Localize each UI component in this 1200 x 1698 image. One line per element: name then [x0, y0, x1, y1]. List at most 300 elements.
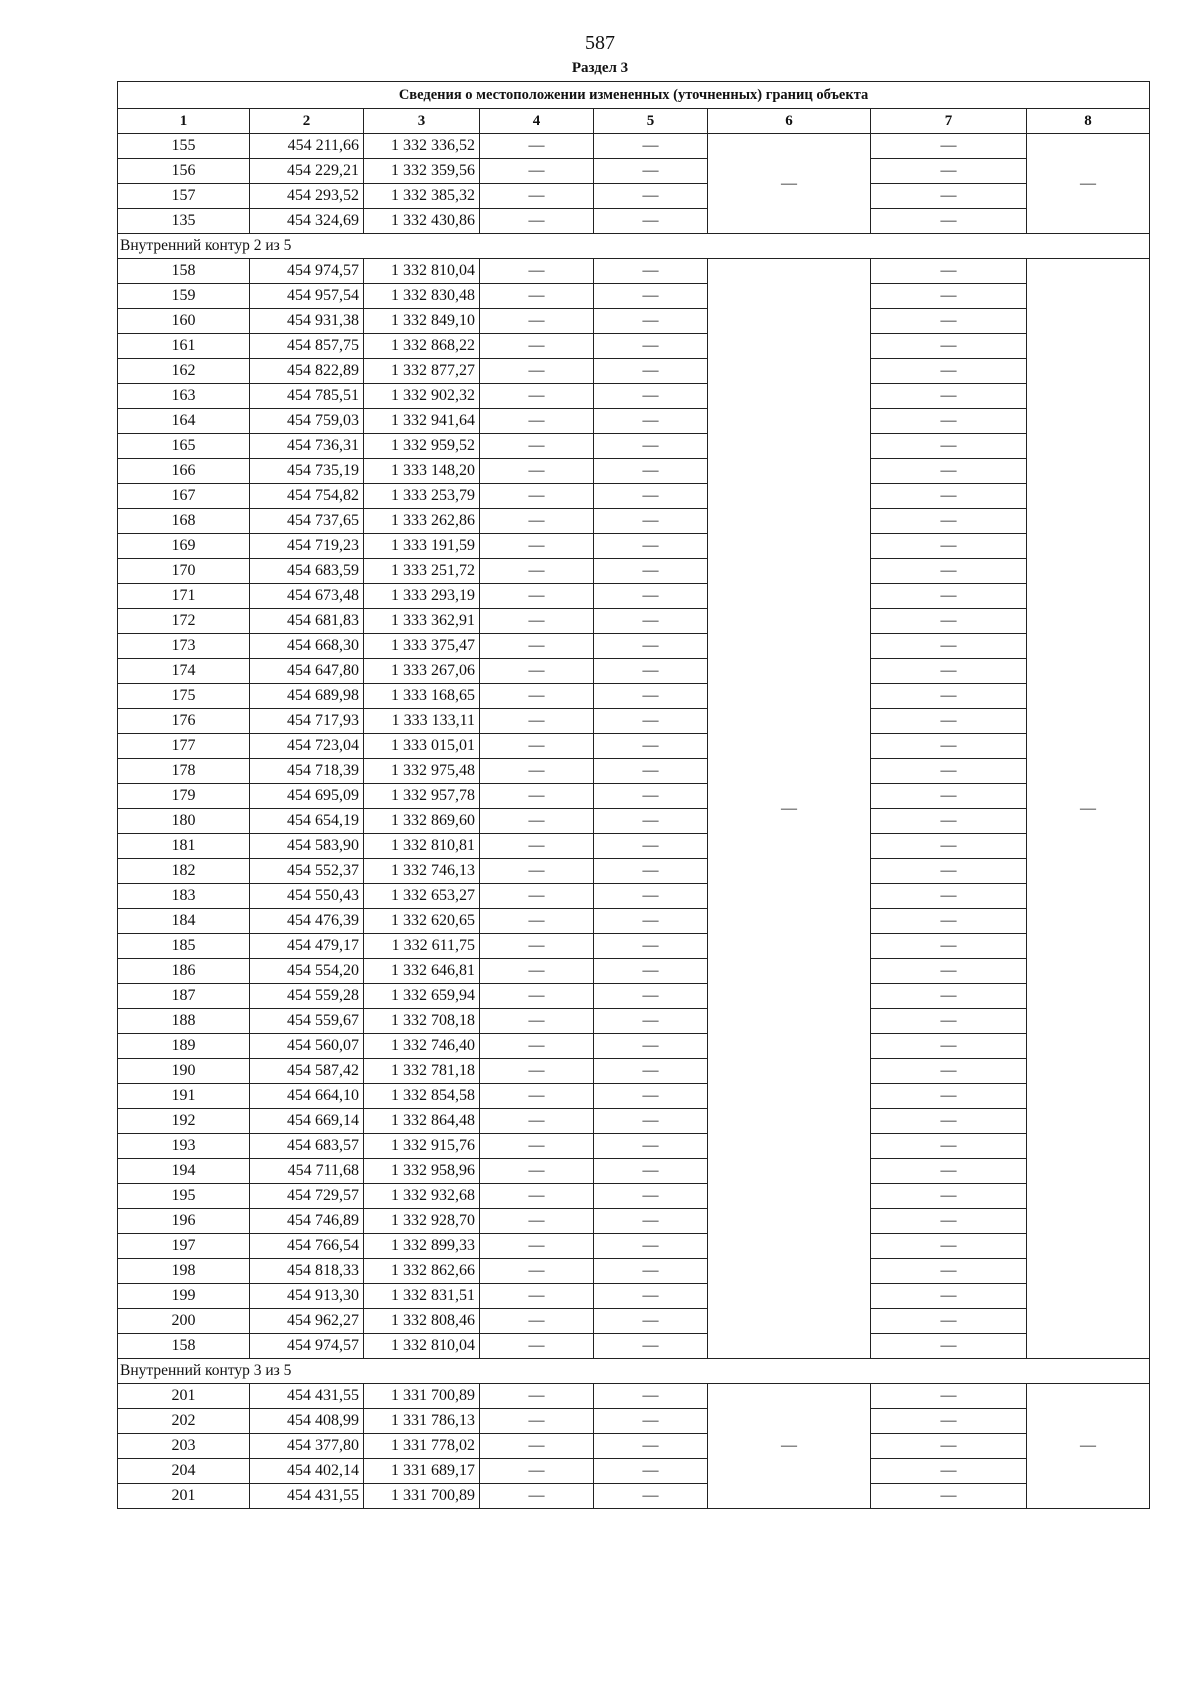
column-6-value: — [708, 259, 871, 1359]
point-number: 193 [118, 1134, 250, 1159]
column-4-value: — [480, 834, 594, 859]
coordinate-x: 454 719,23 [250, 534, 364, 559]
column-5-value: — [594, 359, 708, 384]
coordinate-y: 1 332 869,60 [364, 809, 480, 834]
coordinate-x: 454 818,33 [250, 1259, 364, 1284]
table-row [118, 809, 1150, 834]
point-number: 199 [118, 1284, 250, 1309]
coordinate-y: 1 333 015,01 [364, 734, 480, 759]
column-header-3: 3 [364, 109, 480, 134]
column-4-value: — [480, 1159, 594, 1184]
coordinate-y: 1 332 932,68 [364, 1184, 480, 1209]
column-4-value: — [480, 134, 594, 159]
column-4-value: — [480, 784, 594, 809]
column-4-value: — [480, 284, 594, 309]
table-row [118, 1484, 1150, 1509]
table-row [118, 409, 1150, 434]
coordinate-x: 454 583,90 [250, 834, 364, 859]
column-7-value: — [871, 834, 1027, 859]
column-5-value: — [594, 284, 708, 309]
table-row [118, 1409, 1150, 1434]
column-4-value: — [480, 484, 594, 509]
column-7-value: — [871, 1434, 1027, 1459]
coordinate-y: 1 332 864,48 [364, 1109, 480, 1134]
point-number: 195 [118, 1184, 250, 1209]
table-row [118, 584, 1150, 609]
column-4-value: — [480, 1109, 594, 1134]
column-5-value: — [594, 134, 708, 159]
coordinate-x: 454 377,80 [250, 1434, 364, 1459]
column-5-value: — [594, 584, 708, 609]
column-5-value: — [594, 959, 708, 984]
point-number: 160 [118, 309, 250, 334]
point-number: 170 [118, 559, 250, 584]
point-number: 180 [118, 809, 250, 834]
point-number: 201 [118, 1484, 250, 1509]
contour-label-row [118, 1359, 1150, 1384]
column-4-value: — [480, 1284, 594, 1309]
column-7-value: — [871, 1309, 1027, 1334]
table-row [118, 359, 1150, 384]
column-7-value: — [871, 159, 1027, 184]
coordinate-x: 454 664,10 [250, 1084, 364, 1109]
coordinate-y: 1 332 810,04 [364, 259, 480, 284]
column-4-value: — [480, 434, 594, 459]
column-header-1: 1 [118, 109, 250, 134]
table-row [118, 484, 1150, 509]
table-row [118, 984, 1150, 1009]
column-5-value: — [594, 709, 708, 734]
coordinate-x: 454 476,39 [250, 909, 364, 934]
coordinate-x: 454 550,43 [250, 884, 364, 909]
coordinate-y: 1 332 831,51 [364, 1284, 480, 1309]
table-row [118, 134, 1150, 159]
column-4-value: — [480, 1259, 594, 1284]
column-4-value: — [480, 709, 594, 734]
column-4-value: — [480, 184, 594, 209]
column-7-value: — [871, 784, 1027, 809]
column-5-value: — [594, 534, 708, 559]
point-number: 162 [118, 359, 250, 384]
coordinate-x: 454 587,42 [250, 1059, 364, 1084]
coordinate-y: 1 332 830,48 [364, 284, 480, 309]
column-4-value: — [480, 1234, 594, 1259]
column-4-value: — [480, 1409, 594, 1434]
coordinate-y: 1 332 899,33 [364, 1234, 480, 1259]
table-row [118, 1334, 1150, 1359]
point-number: 158 [118, 259, 250, 284]
coordinate-x: 454 668,30 [250, 634, 364, 659]
column-7-value: — [871, 1084, 1027, 1109]
coordinate-y: 1 332 957,78 [364, 784, 480, 809]
coordinate-x: 454 408,99 [250, 1409, 364, 1434]
point-number: 175 [118, 684, 250, 709]
column-5-value: — [594, 184, 708, 209]
column-5-value: — [594, 884, 708, 909]
column-4-value: — [480, 884, 594, 909]
column-7-value: — [871, 1459, 1027, 1484]
coordinate-x: 454 324,69 [250, 209, 364, 234]
column-5-value: — [594, 1284, 708, 1309]
column-5-value: — [594, 1459, 708, 1484]
coordinate-y: 1 331 689,17 [364, 1459, 480, 1484]
column-7-value: — [871, 959, 1027, 984]
table-row [118, 1134, 1150, 1159]
point-number: 176 [118, 709, 250, 734]
table-row [118, 1109, 1150, 1134]
contour-label: Внутренний контур 3 из 5 [118, 1359, 1150, 1384]
point-number: 196 [118, 1209, 250, 1234]
coordinate-x: 454 711,68 [250, 1159, 364, 1184]
column-7-value: — [871, 1034, 1027, 1059]
column-4-value: — [480, 1459, 594, 1484]
column-7-value: — [871, 509, 1027, 534]
column-7-value: — [871, 1234, 1027, 1259]
column-4-value: — [480, 509, 594, 534]
column-5-value: — [594, 409, 708, 434]
point-number: 197 [118, 1234, 250, 1259]
column-7-value: — [871, 584, 1027, 609]
column-header-2: 2 [250, 109, 364, 134]
column-7-value: — [871, 1384, 1027, 1409]
table-row [118, 1384, 1150, 1409]
column-7-value: — [871, 1484, 1027, 1509]
coordinate-x: 454 479,17 [250, 934, 364, 959]
page-number: 587 [585, 32, 615, 54]
table-row [118, 884, 1150, 909]
column-5-value: — [594, 1434, 708, 1459]
table-row [118, 709, 1150, 734]
point-number: 201 [118, 1384, 250, 1409]
contour-label: Внутренний контур 2 из 5 [118, 234, 1150, 259]
column-7-value: — [871, 809, 1027, 834]
table-row [118, 459, 1150, 484]
coordinate-x: 454 736,31 [250, 434, 364, 459]
column-4-value: — [480, 634, 594, 659]
coordinate-y: 1 332 849,10 [364, 309, 480, 334]
coordinate-y: 1 331 700,89 [364, 1384, 480, 1409]
column-4-value: — [480, 609, 594, 634]
table-row [118, 209, 1150, 234]
column-4-value: — [480, 359, 594, 384]
coordinate-y: 1 333 262,86 [364, 509, 480, 534]
coordinate-y: 1 332 958,96 [364, 1159, 480, 1184]
column-7-value: — [871, 409, 1027, 434]
table-row [118, 609, 1150, 634]
column-5-value: — [594, 1209, 708, 1234]
column-5-value: — [594, 734, 708, 759]
coordinate-x: 454 683,59 [250, 559, 364, 584]
column-header-5: 5 [594, 109, 708, 134]
column-5-value: — [594, 834, 708, 859]
column-7-value: — [871, 559, 1027, 584]
coordinate-x: 454 746,89 [250, 1209, 364, 1234]
column-4-value: — [480, 309, 594, 334]
column-6-value: — [708, 134, 871, 234]
column-5-value: — [594, 1159, 708, 1184]
table-row [118, 909, 1150, 934]
coordinate-y: 1 333 148,20 [364, 459, 480, 484]
table-row [118, 684, 1150, 709]
coordinate-x: 454 681,83 [250, 609, 364, 634]
point-number: 159 [118, 284, 250, 309]
coordinate-y: 1 332 646,81 [364, 959, 480, 984]
column-5-value: — [594, 759, 708, 784]
table-row [118, 1459, 1150, 1484]
table-row [118, 1434, 1150, 1459]
column-4-value: — [480, 584, 594, 609]
point-number: 169 [118, 534, 250, 559]
coordinate-x: 454 931,38 [250, 309, 364, 334]
table-row [118, 1184, 1150, 1209]
point-number: 161 [118, 334, 250, 359]
point-number: 157 [118, 184, 250, 209]
column-6-value: — [708, 1384, 871, 1509]
coordinate-y: 1 332 653,27 [364, 884, 480, 909]
column-header-6: 6 [708, 109, 871, 134]
coordinate-x: 454 431,55 [250, 1484, 364, 1509]
column-5-value: — [594, 1109, 708, 1134]
coordinate-y: 1 332 808,46 [364, 1309, 480, 1334]
column-5-value: — [594, 1234, 708, 1259]
column-7-value: — [871, 259, 1027, 284]
point-number: 191 [118, 1084, 250, 1109]
column-7-value: — [871, 884, 1027, 909]
table-row [118, 334, 1150, 359]
column-7-value: — [871, 1259, 1027, 1284]
point-number: 183 [118, 884, 250, 909]
coordinate-y: 1 332 746,40 [364, 1034, 480, 1059]
coordinate-y: 1 332 928,70 [364, 1209, 480, 1234]
table-row [118, 534, 1150, 559]
table-row [118, 1234, 1150, 1259]
column-4-value: — [480, 909, 594, 934]
point-number: 190 [118, 1059, 250, 1084]
column-7-value: — [871, 659, 1027, 684]
table-row [118, 309, 1150, 334]
point-number: 204 [118, 1459, 250, 1484]
table-title-row [118, 82, 1150, 109]
coordinate-y: 1 332 862,66 [364, 1259, 480, 1284]
table-title: Сведения о местоположении измененных (уточненных) границ объекта [118, 82, 1150, 109]
table-row [118, 634, 1150, 659]
column-7-value: — [871, 484, 1027, 509]
coordinate-x: 454 957,54 [250, 284, 364, 309]
coordinates-table [117, 81, 1150, 1509]
coordinate-x: 454 718,39 [250, 759, 364, 784]
column-header-8: 8 [1027, 109, 1150, 134]
column-5-value: — [594, 859, 708, 884]
column-8-value: — [1027, 134, 1150, 234]
column-7-value: — [871, 384, 1027, 409]
coordinate-x: 454 560,07 [250, 1034, 364, 1059]
column-5-value: — [594, 809, 708, 834]
column-5-value: — [594, 484, 708, 509]
column-7-value: — [871, 684, 1027, 709]
coordinate-y: 1 332 708,18 [364, 1009, 480, 1034]
column-5-value: — [594, 334, 708, 359]
coordinate-x: 454 759,03 [250, 409, 364, 434]
column-5-value: — [594, 634, 708, 659]
table-row [118, 1084, 1150, 1109]
column-4-value: — [480, 559, 594, 584]
table-row [118, 1259, 1150, 1284]
column-7-value: — [871, 759, 1027, 784]
column-5-value: — [594, 1334, 708, 1359]
coordinate-x: 454 737,65 [250, 509, 364, 534]
coordinate-x: 454 717,93 [250, 709, 364, 734]
table-row [118, 734, 1150, 759]
column-7-value: — [871, 934, 1027, 959]
coordinate-y: 1 333 253,79 [364, 484, 480, 509]
column-5-value: — [594, 1134, 708, 1159]
coordinate-y: 1 333 267,06 [364, 659, 480, 684]
column-4-value: — [480, 1084, 594, 1109]
table-row [118, 1059, 1150, 1084]
table-row [118, 959, 1150, 984]
coordinate-x: 454 402,14 [250, 1459, 364, 1484]
coordinate-y: 1 332 941,64 [364, 409, 480, 434]
coordinate-y: 1 333 168,65 [364, 684, 480, 709]
coordinate-y: 1 333 293,19 [364, 584, 480, 609]
column-5-value: — [594, 1259, 708, 1284]
table-row [118, 1159, 1150, 1184]
point-number: 168 [118, 509, 250, 534]
coordinate-y: 1 332 620,65 [364, 909, 480, 934]
table-row [118, 1034, 1150, 1059]
column-7-value: — [871, 909, 1027, 934]
coordinate-y: 1 333 191,59 [364, 534, 480, 559]
column-4-value: — [480, 1134, 594, 1159]
column-4-value: — [480, 159, 594, 184]
coordinate-y: 1 333 251,72 [364, 559, 480, 584]
column-5-value: — [594, 159, 708, 184]
table-row [118, 284, 1150, 309]
column-4-value: — [480, 1484, 594, 1509]
column-5-value: — [594, 384, 708, 409]
coordinate-y: 1 332 877,27 [364, 359, 480, 384]
column-7-value: — [871, 1409, 1027, 1434]
column-7-value: — [871, 1134, 1027, 1159]
column-4-value: — [480, 1434, 594, 1459]
coordinate-y: 1 333 375,47 [364, 634, 480, 659]
coordinate-x: 454 766,54 [250, 1234, 364, 1259]
coordinate-x: 454 647,80 [250, 659, 364, 684]
column-7-value: — [871, 1209, 1027, 1234]
coordinate-y: 1 332 902,32 [364, 384, 480, 409]
coordinate-x: 454 554,20 [250, 959, 364, 984]
coordinate-x: 454 857,75 [250, 334, 364, 359]
coordinate-x: 454 689,98 [250, 684, 364, 709]
table-row [118, 184, 1150, 209]
section-title: Раздел 3 [571, 60, 629, 76]
coordinate-y: 1 332 430,86 [364, 209, 480, 234]
column-5-value: — [594, 784, 708, 809]
column-5-value: — [594, 209, 708, 234]
point-number: 163 [118, 384, 250, 409]
table-row [118, 659, 1150, 684]
column-7-value: — [871, 1109, 1027, 1134]
table-row [118, 859, 1150, 884]
table-row [118, 1009, 1150, 1034]
table-row [118, 1284, 1150, 1309]
coordinate-y: 1 332 781,18 [364, 1059, 480, 1084]
column-4-value: — [480, 1209, 594, 1234]
coordinate-x: 454 673,48 [250, 584, 364, 609]
column-7-value: — [871, 209, 1027, 234]
column-5-value: — [594, 1409, 708, 1434]
coordinate-x: 454 754,82 [250, 484, 364, 509]
coordinate-y: 1 331 778,02 [364, 1434, 480, 1459]
table-row [118, 1209, 1150, 1234]
contour-label-row [118, 234, 1150, 259]
column-7-value: — [871, 709, 1027, 734]
column-4-value: — [480, 659, 594, 684]
table-row [118, 384, 1150, 409]
point-number: 158 [118, 1334, 250, 1359]
column-5-value: — [594, 659, 708, 684]
coordinate-x: 454 552,37 [250, 859, 364, 884]
column-7-value: — [871, 634, 1027, 659]
column-4-value: — [480, 209, 594, 234]
coordinate-x: 454 913,30 [250, 1284, 364, 1309]
table-row [118, 784, 1150, 809]
table-row [118, 159, 1150, 184]
column-5-value: — [594, 509, 708, 534]
coordinate-x: 454 559,28 [250, 984, 364, 1009]
column-5-value: — [594, 1184, 708, 1209]
column-4-value: — [480, 1384, 594, 1409]
column-7-value: — [871, 1284, 1027, 1309]
column-4-value: — [480, 809, 594, 834]
coordinate-y: 1 332 659,94 [364, 984, 480, 1009]
column-7-value: — [871, 309, 1027, 334]
point-number: 188 [118, 1009, 250, 1034]
coordinate-x: 454 211,66 [250, 134, 364, 159]
column-5-value: — [594, 1384, 708, 1409]
point-number: 155 [118, 134, 250, 159]
column-8-value: — [1027, 259, 1150, 1359]
coordinate-y: 1 331 786,13 [364, 1409, 480, 1434]
coordinate-y: 1 332 359,56 [364, 159, 480, 184]
column-4-value: — [480, 1334, 594, 1359]
coordinate-x: 454 683,57 [250, 1134, 364, 1159]
point-number: 165 [118, 434, 250, 459]
coordinate-y: 1 332 810,04 [364, 1334, 480, 1359]
column-5-value: — [594, 609, 708, 634]
point-number: 174 [118, 659, 250, 684]
column-7-value: — [871, 459, 1027, 484]
point-number: 192 [118, 1109, 250, 1134]
column-5-value: — [594, 309, 708, 334]
coordinate-y: 1 332 854,58 [364, 1084, 480, 1109]
coordinate-y: 1 332 810,81 [364, 834, 480, 859]
point-number: 198 [118, 1259, 250, 1284]
column-7-value: — [871, 1059, 1027, 1084]
coordinate-y: 1 332 385,32 [364, 184, 480, 209]
coordinate-x: 454 729,57 [250, 1184, 364, 1209]
column-8-value: — [1027, 1384, 1150, 1509]
column-7-value: — [871, 184, 1027, 209]
point-number: 200 [118, 1309, 250, 1334]
coordinate-x: 454 962,27 [250, 1309, 364, 1334]
column-4-value: — [480, 534, 594, 559]
column-5-value: — [594, 259, 708, 284]
column-4-value: — [480, 409, 594, 434]
column-4-value: — [480, 684, 594, 709]
column-5-value: — [594, 434, 708, 459]
column-4-value: — [480, 1059, 594, 1084]
